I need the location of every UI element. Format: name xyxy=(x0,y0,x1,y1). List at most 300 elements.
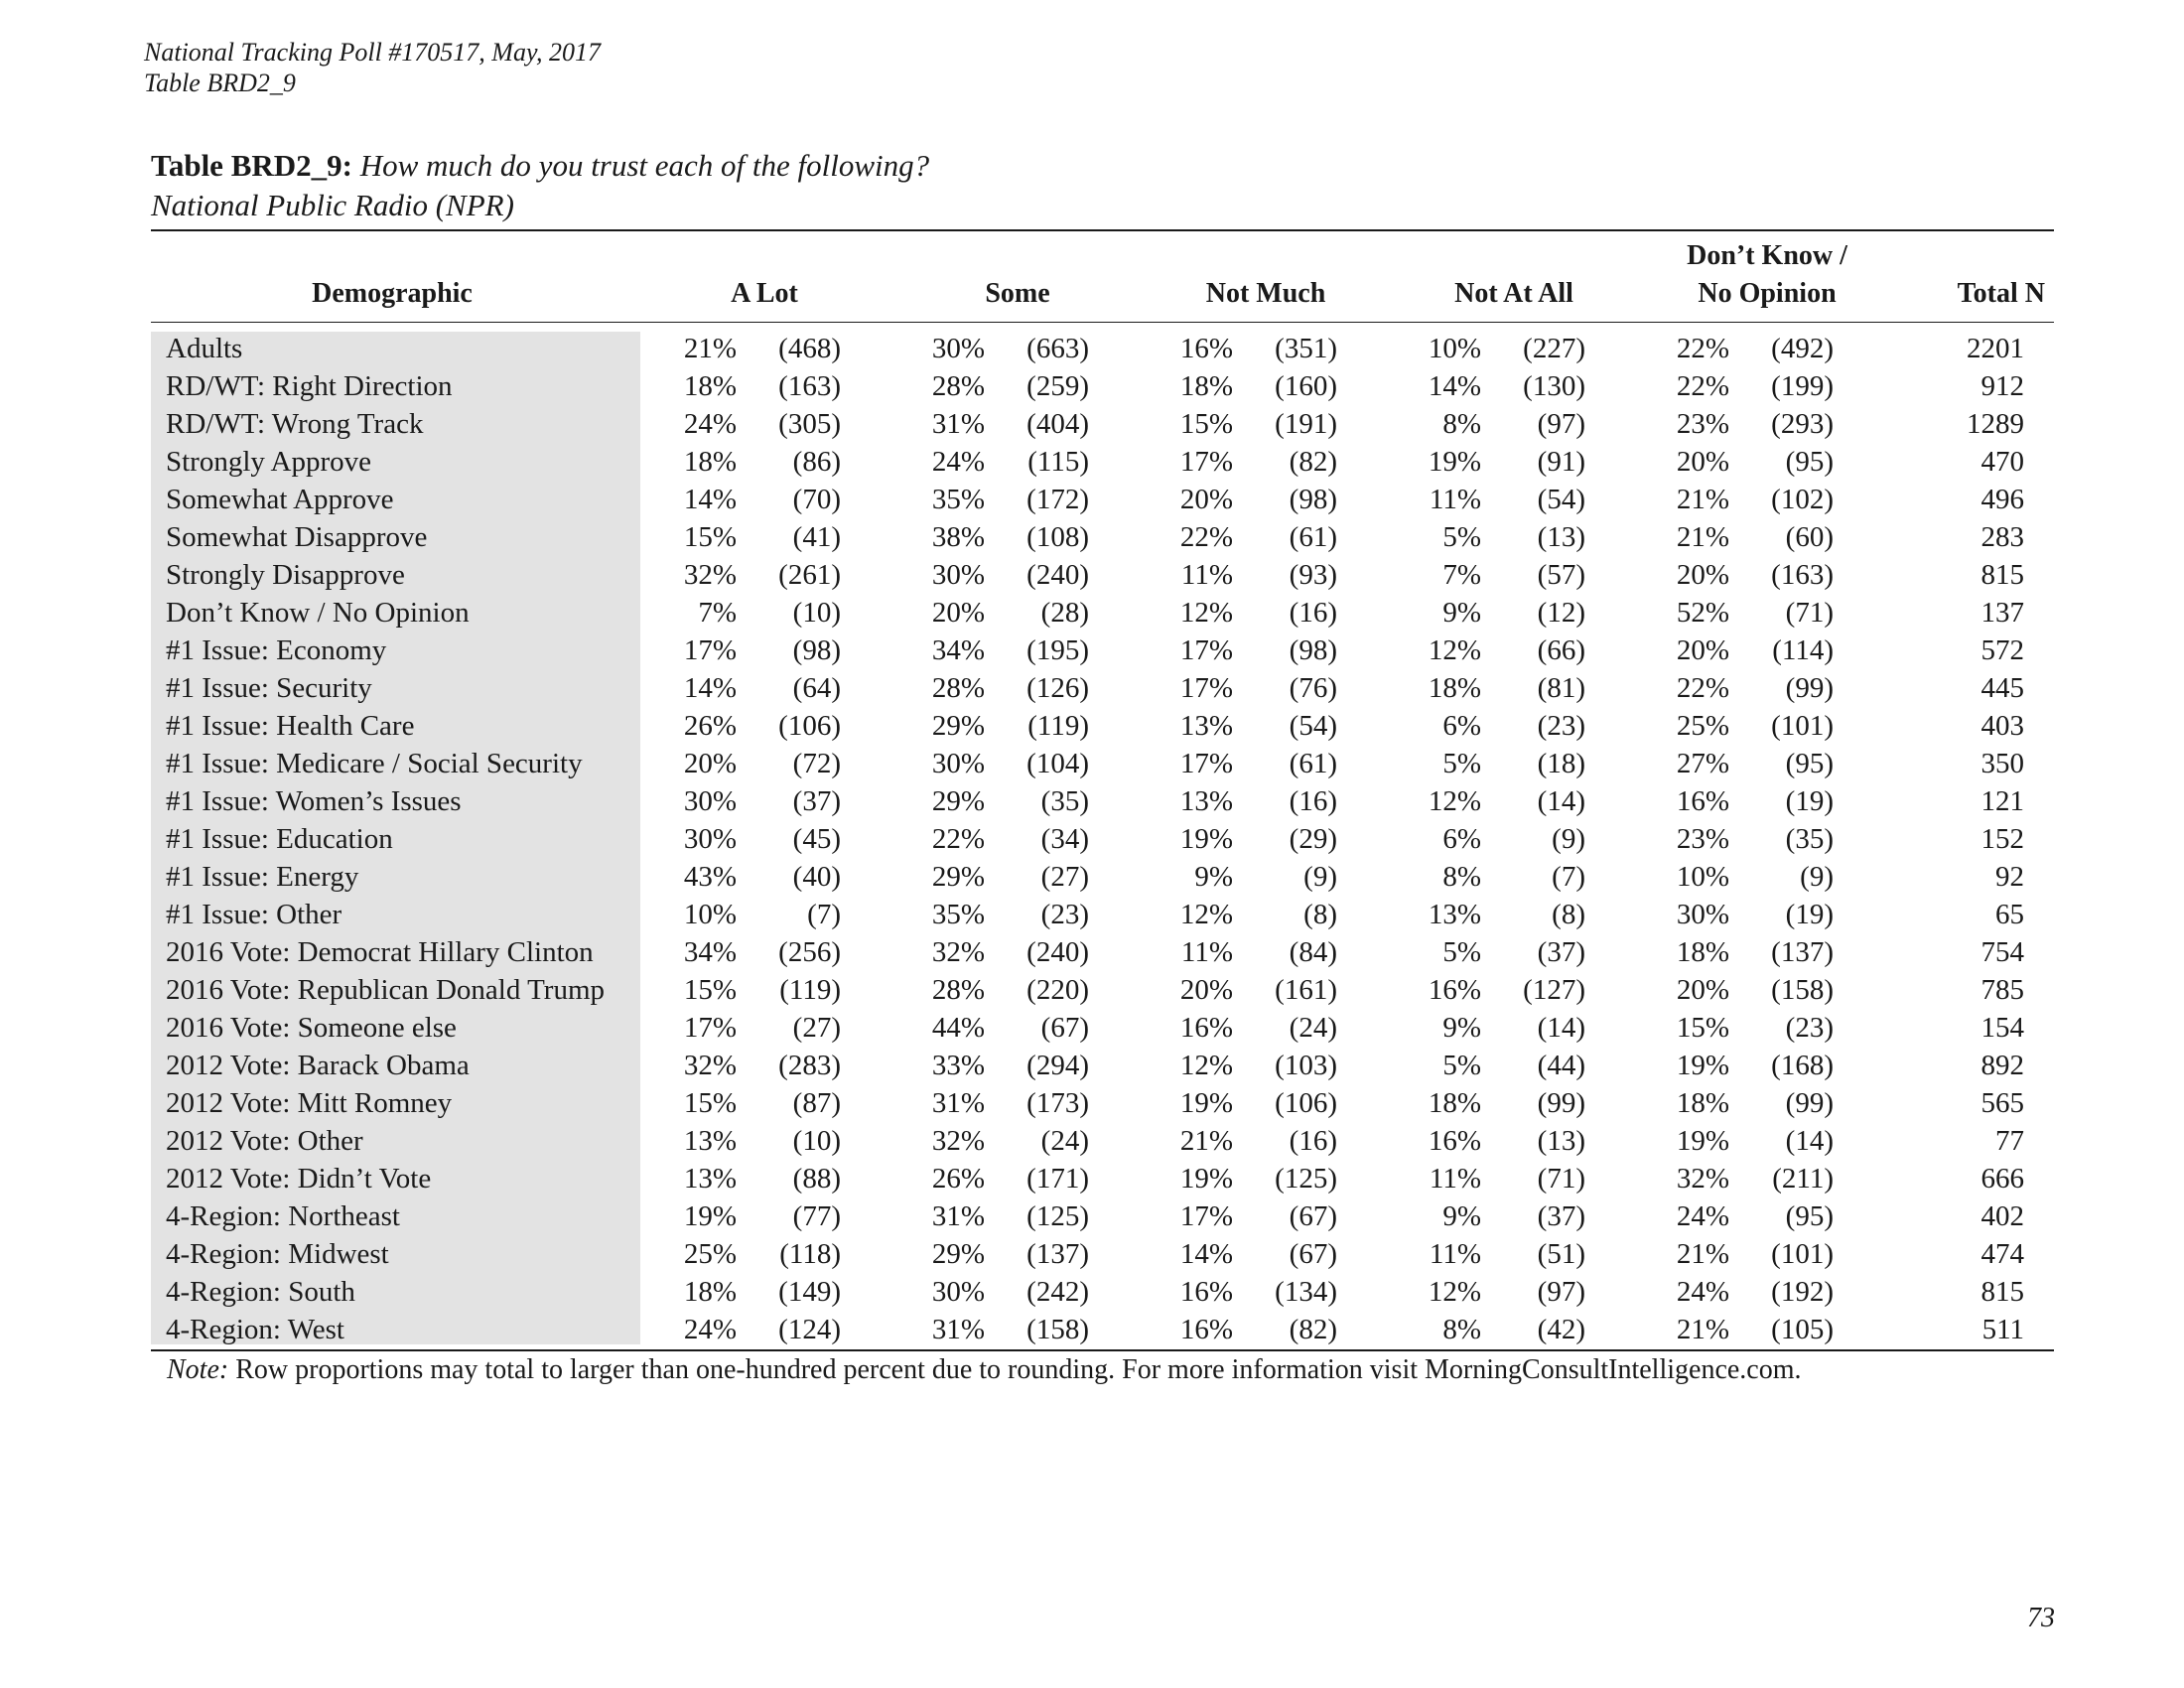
table-row xyxy=(151,518,2054,556)
cell-not-at-all-n: (23) xyxy=(1537,710,1585,742)
cell-not-much-n: (24) xyxy=(1289,1012,1337,1044)
cell-dk-pct: 21% xyxy=(1676,521,1729,553)
cell-not-at-all-pct: 8% xyxy=(1442,861,1481,893)
cell-not-much-n: (54) xyxy=(1289,710,1337,742)
table-row xyxy=(151,858,2054,896)
cell-a-lot-n: (37) xyxy=(792,785,841,817)
cell-a-lot-n: (163) xyxy=(778,370,841,402)
cell-not-much-pct: 16% xyxy=(1179,1012,1233,1044)
cell-some-pct: 29% xyxy=(931,861,985,893)
cell-some-n: (126) xyxy=(1026,672,1089,704)
cell-dk-n: (95) xyxy=(1785,748,1834,779)
cell-a-lot-n: (70) xyxy=(792,484,841,515)
cell-dk-pct: 15% xyxy=(1676,1012,1729,1044)
cell-a-lot-n: (283) xyxy=(778,1050,841,1081)
table-row xyxy=(151,481,2054,518)
table-row xyxy=(151,1311,2054,1348)
row-label: Don’t Know / No Opinion xyxy=(166,597,470,629)
cell-a-lot-pct: 32% xyxy=(683,559,737,591)
cell-dk-n: (211) xyxy=(1772,1163,1834,1195)
cell-not-at-all-pct: 18% xyxy=(1428,672,1481,704)
row-label: 2012 Vote: Other xyxy=(166,1125,363,1157)
cell-dk-pct: 20% xyxy=(1676,446,1729,478)
cell-dk-pct: 20% xyxy=(1676,974,1729,1006)
cell-not-at-all-n: (14) xyxy=(1537,785,1585,817)
cell-some-n: (195) xyxy=(1026,634,1089,666)
cell-not-much-n: (61) xyxy=(1289,748,1337,779)
cell-not-much-n: (161) xyxy=(1275,974,1337,1006)
cell-not-much-n: (29) xyxy=(1289,823,1337,855)
crosstab-table xyxy=(151,330,2054,1348)
cell-some-n: (24) xyxy=(1040,1125,1089,1157)
cell-dk-n: (19) xyxy=(1785,785,1834,817)
cell-a-lot-n: (40) xyxy=(792,861,841,893)
cell-a-lot-pct: 25% xyxy=(683,1238,737,1270)
cell-not-at-all-n: (42) xyxy=(1537,1314,1585,1345)
cell-not-much-n: (160) xyxy=(1275,370,1337,402)
cell-total-n: 283 xyxy=(1980,521,2024,553)
cell-some-pct: 38% xyxy=(931,521,985,553)
cell-not-much-pct: 16% xyxy=(1179,1314,1233,1345)
cell-some-pct: 28% xyxy=(931,974,985,1006)
cell-not-much-n: (84) xyxy=(1289,936,1337,968)
cell-dk-n: (158) xyxy=(1771,974,1834,1006)
cell-not-much-pct: 14% xyxy=(1179,1238,1233,1270)
cell-some-pct: 24% xyxy=(931,446,985,478)
table-row xyxy=(151,1273,2054,1311)
cell-not-much-n: (16) xyxy=(1289,597,1337,629)
cell-total-n: 121 xyxy=(1980,785,2024,817)
cell-dk-n: (492) xyxy=(1771,333,1834,364)
cell-not-much-pct: 13% xyxy=(1179,710,1233,742)
cell-not-much-n: (16) xyxy=(1289,785,1337,817)
cell-dk-pct: 22% xyxy=(1676,370,1729,402)
cell-a-lot-pct: 7% xyxy=(698,597,737,629)
col-header-demographic: Demographic xyxy=(312,278,473,309)
cell-not-at-all-pct: 9% xyxy=(1442,597,1481,629)
cell-not-at-all-pct: 11% xyxy=(1429,1238,1481,1270)
cell-not-at-all-pct: 16% xyxy=(1428,1125,1481,1157)
cell-a-lot-pct: 15% xyxy=(683,974,737,1006)
cell-some-n: (23) xyxy=(1040,899,1089,930)
cell-not-at-all-n: (130) xyxy=(1523,370,1585,402)
row-label: #1 Issue: Energy xyxy=(166,861,359,893)
cell-a-lot-pct: 26% xyxy=(683,710,737,742)
table-row xyxy=(151,367,2054,405)
cell-some-n: (172) xyxy=(1026,484,1089,515)
cell-not-at-all-n: (8) xyxy=(1552,899,1585,930)
cell-not-at-all-n: (81) xyxy=(1537,672,1585,704)
cell-total-n: 137 xyxy=(1980,597,2024,629)
cell-some-n: (35) xyxy=(1040,785,1089,817)
table-row xyxy=(151,669,2054,707)
cell-dk-pct: 22% xyxy=(1676,333,1729,364)
cell-dk-pct: 32% xyxy=(1676,1163,1729,1195)
cell-a-lot-n: (124) xyxy=(778,1314,841,1345)
cell-a-lot-n: (88) xyxy=(792,1163,841,1195)
cell-some-pct: 44% xyxy=(931,1012,985,1044)
cell-a-lot-n: (468) xyxy=(778,333,841,364)
cell-a-lot-pct: 21% xyxy=(683,333,737,364)
cell-dk-n: (14) xyxy=(1785,1125,1834,1157)
cell-dk-pct: 23% xyxy=(1676,823,1729,855)
row-label: Somewhat Approve xyxy=(166,484,394,515)
table-title-label: Table BRD2_9: xyxy=(151,148,352,183)
cell-a-lot-n: (305) xyxy=(778,408,841,440)
cell-not-at-all-n: (71) xyxy=(1537,1163,1585,1195)
cell-not-much-n: (106) xyxy=(1275,1087,1337,1119)
cell-dk-pct: 21% xyxy=(1676,484,1729,515)
cell-some-pct: 30% xyxy=(931,748,985,779)
cell-not-much-pct: 9% xyxy=(1194,861,1233,893)
cell-not-much-n: (134) xyxy=(1275,1276,1337,1308)
cell-total-n: 912 xyxy=(1980,370,2024,402)
cell-total-n: 350 xyxy=(1980,748,2024,779)
cell-a-lot-n: (87) xyxy=(792,1087,841,1119)
cell-not-much-pct: 12% xyxy=(1179,899,1233,930)
cell-dk-pct: 23% xyxy=(1676,408,1729,440)
cell-total-n: 572 xyxy=(1980,634,2024,666)
cell-dk-n: (101) xyxy=(1771,710,1834,742)
cell-not-much-pct: 17% xyxy=(1179,446,1233,478)
cell-total-n: 152 xyxy=(1980,823,2024,855)
cell-dk-n: (23) xyxy=(1785,1012,1834,1044)
cell-total-n: 92 xyxy=(1995,861,2024,893)
cell-some-pct: 32% xyxy=(931,936,985,968)
cell-not-at-all-n: (14) xyxy=(1537,1012,1585,1044)
cell-some-n: (663) xyxy=(1026,333,1089,364)
cell-a-lot-pct: 30% xyxy=(683,823,737,855)
table-row xyxy=(151,745,2054,782)
row-label: Adults xyxy=(166,333,243,364)
cell-dk-n: (60) xyxy=(1785,521,1834,553)
col-header-not-much: Not Much xyxy=(1205,278,1326,309)
cell-dk-pct: 21% xyxy=(1676,1238,1729,1270)
cell-total-n: 402 xyxy=(1980,1200,2024,1232)
table-row xyxy=(151,405,2054,443)
header-rule xyxy=(151,322,2054,323)
cell-not-much-pct: 19% xyxy=(1179,1087,1233,1119)
table-row xyxy=(151,632,2054,669)
table-row xyxy=(151,707,2054,745)
cell-dk-n: (192) xyxy=(1771,1276,1834,1308)
cell-not-at-all-pct: 9% xyxy=(1442,1012,1481,1044)
cell-total-n: 403 xyxy=(1980,710,2024,742)
cell-not-much-pct: 19% xyxy=(1179,1163,1233,1195)
cell-not-much-n: (93) xyxy=(1289,559,1337,591)
cell-not-much-pct: 22% xyxy=(1179,521,1233,553)
cell-not-at-all-n: (37) xyxy=(1537,1200,1585,1232)
cell-not-much-n: (76) xyxy=(1289,672,1337,704)
cell-dk-n: (163) xyxy=(1771,559,1834,591)
row-label: #1 Issue: Other xyxy=(166,899,342,930)
cell-not-much-n: (16) xyxy=(1289,1125,1337,1157)
row-label: 2012 Vote: Didn’t Vote xyxy=(166,1163,432,1195)
cell-not-at-all-n: (66) xyxy=(1537,634,1585,666)
cell-dk-pct: 18% xyxy=(1676,936,1729,968)
row-label: #1 Issue: Health Care xyxy=(166,710,415,742)
cell-some-n: (220) xyxy=(1026,974,1089,1006)
row-label: 4-Region: Northeast xyxy=(166,1200,400,1232)
cell-a-lot-n: (77) xyxy=(792,1200,841,1232)
cell-not-at-all-pct: 14% xyxy=(1428,370,1481,402)
cell-dk-n: (105) xyxy=(1771,1314,1834,1345)
cell-a-lot-n: (261) xyxy=(778,559,841,591)
cell-total-n: 785 xyxy=(1980,974,2024,1006)
cell-some-pct: 33% xyxy=(931,1050,985,1081)
cell-not-much-pct: 16% xyxy=(1179,333,1233,364)
row-label: #1 Issue: Economy xyxy=(166,634,387,666)
cell-total-n: 815 xyxy=(1980,1276,2024,1308)
cell-some-n: (259) xyxy=(1026,370,1089,402)
col-header-not-at-all: Not At All xyxy=(1454,278,1573,309)
cell-dk-pct: 27% xyxy=(1676,748,1729,779)
cell-dk-n: (199) xyxy=(1771,370,1834,402)
page-number: 73 xyxy=(2027,1603,2055,1633)
table-row xyxy=(151,1197,2054,1235)
cell-total-n: 892 xyxy=(1980,1050,2024,1081)
cell-not-much-n: (61) xyxy=(1289,521,1337,553)
cell-not-much-pct: 12% xyxy=(1179,597,1233,629)
col-header-a-lot: A Lot xyxy=(731,278,798,309)
cell-not-at-all-pct: 12% xyxy=(1428,1276,1481,1308)
cell-not-at-all-n: (97) xyxy=(1537,1276,1585,1308)
row-label: #1 Issue: Medicare / Social Security xyxy=(166,748,583,779)
row-label: 4-Region: Midwest xyxy=(166,1238,389,1270)
cell-not-much-n: (67) xyxy=(1289,1238,1337,1270)
cell-not-at-all-n: (51) xyxy=(1537,1238,1585,1270)
cell-total-n: 154 xyxy=(1980,1012,2024,1044)
cell-not-at-all-pct: 6% xyxy=(1442,710,1481,742)
table-row xyxy=(151,443,2054,481)
cell-not-much-pct: 21% xyxy=(1179,1125,1233,1157)
cell-not-at-all-n: (99) xyxy=(1537,1087,1585,1119)
cell-dk-pct: 10% xyxy=(1676,861,1729,893)
cell-not-much-pct: 20% xyxy=(1179,484,1233,515)
cell-not-at-all-n: (54) xyxy=(1537,484,1585,515)
cell-not-much-pct: 12% xyxy=(1179,1050,1233,1081)
cell-a-lot-n: (119) xyxy=(779,974,841,1006)
cell-dk-pct: 25% xyxy=(1676,710,1729,742)
cell-a-lot-pct: 13% xyxy=(683,1125,737,1157)
cell-not-at-all-n: (97) xyxy=(1537,408,1585,440)
cell-some-n: (115) xyxy=(1027,446,1089,478)
row-label: Somewhat Disapprove xyxy=(166,521,428,553)
cell-not-much-pct: 11% xyxy=(1180,936,1233,968)
cell-dk-n: (99) xyxy=(1785,672,1834,704)
cell-not-at-all-n: (13) xyxy=(1537,521,1585,553)
cell-dk-n: (95) xyxy=(1785,1200,1834,1232)
top-rule xyxy=(151,229,2054,231)
cell-some-pct: 29% xyxy=(931,785,985,817)
cell-total-n: 511 xyxy=(1981,1314,2024,1345)
cell-dk-pct: 18% xyxy=(1676,1087,1729,1119)
cell-dk-pct: 19% xyxy=(1676,1125,1729,1157)
cell-a-lot-pct: 18% xyxy=(683,446,737,478)
cell-dk-n: (101) xyxy=(1771,1238,1834,1270)
cell-dk-n: (168) xyxy=(1771,1050,1834,1081)
row-label: #1 Issue: Women’s Issues xyxy=(166,785,462,817)
cell-some-pct: 28% xyxy=(931,370,985,402)
table-row xyxy=(151,1160,2054,1197)
cell-a-lot-n: (118) xyxy=(779,1238,841,1270)
cell-not-at-all-pct: 8% xyxy=(1442,408,1481,440)
cell-some-n: (404) xyxy=(1026,408,1089,440)
cell-dk-pct: 22% xyxy=(1676,672,1729,704)
cell-some-pct: 26% xyxy=(931,1163,985,1195)
cell-some-pct: 35% xyxy=(931,484,985,515)
table-row xyxy=(151,1235,2054,1273)
cell-a-lot-n: (10) xyxy=(792,597,841,629)
cell-some-pct: 22% xyxy=(931,823,985,855)
cell-a-lot-n: (10) xyxy=(792,1125,841,1157)
cell-some-pct: 32% xyxy=(931,1125,985,1157)
table-note xyxy=(167,1350,1802,1390)
cell-dk-n: (137) xyxy=(1771,936,1834,968)
cell-some-pct: 34% xyxy=(931,634,985,666)
cell-total-n: 2201 xyxy=(1967,333,2024,364)
cell-not-at-all-pct: 6% xyxy=(1442,823,1481,855)
cell-not-at-all-n: (18) xyxy=(1537,748,1585,779)
cell-not-at-all-n: (9) xyxy=(1552,823,1585,855)
cell-a-lot-n: (149) xyxy=(778,1276,841,1308)
cell-not-at-all-pct: 8% xyxy=(1442,1314,1481,1345)
cell-not-at-all-pct: 12% xyxy=(1428,634,1481,666)
cell-a-lot-n: (86) xyxy=(792,446,841,478)
cell-not-at-all-pct: 12% xyxy=(1428,785,1481,817)
cell-some-pct: 20% xyxy=(931,597,985,629)
table-row xyxy=(151,782,2054,820)
cell-total-n: 77 xyxy=(1995,1125,2024,1157)
row-label: #1 Issue: Education xyxy=(166,823,393,855)
cell-some-n: (294) xyxy=(1026,1050,1089,1081)
cell-not-at-all-n: (12) xyxy=(1537,597,1585,629)
cell-a-lot-pct: 13% xyxy=(683,1163,737,1195)
cell-dk-n: (95) xyxy=(1785,446,1834,478)
cell-some-pct: 29% xyxy=(931,1238,985,1270)
row-label: 4-Region: South xyxy=(166,1276,355,1308)
cell-not-at-all-n: (37) xyxy=(1537,936,1585,968)
table-title-question: How much do you trust each of the following? xyxy=(359,148,930,183)
cell-not-at-all-pct: 11% xyxy=(1429,1163,1481,1195)
cell-a-lot-pct: 18% xyxy=(683,370,737,402)
row-label: 2012 Vote: Barack Obama xyxy=(166,1050,470,1081)
cell-not-at-all-pct: 9% xyxy=(1442,1200,1481,1232)
table-row xyxy=(151,556,2054,594)
cell-not-much-pct: 11% xyxy=(1180,559,1233,591)
cell-some-n: (28) xyxy=(1040,597,1089,629)
table-row xyxy=(151,1084,2054,1122)
cell-not-at-all-pct: 5% xyxy=(1442,1050,1481,1081)
cell-a-lot-n: (64) xyxy=(792,672,841,704)
cell-some-pct: 31% xyxy=(931,1087,985,1119)
cell-dk-pct: 52% xyxy=(1676,597,1729,629)
cell-not-much-n: (8) xyxy=(1303,899,1337,930)
cell-not-at-all-pct: 5% xyxy=(1442,936,1481,968)
cell-some-n: (104) xyxy=(1026,748,1089,779)
cell-some-n: (240) xyxy=(1026,936,1089,968)
cell-not-much-n: (98) xyxy=(1289,634,1337,666)
row-label: #1 Issue: Security xyxy=(166,672,372,704)
cell-some-n: (173) xyxy=(1026,1087,1089,1119)
poll-header: National Tracking Poll #170517, May, 2017 xyxy=(144,38,602,67)
cell-a-lot-pct: 24% xyxy=(683,1314,737,1345)
table-row xyxy=(151,594,2054,632)
cell-total-n: 65 xyxy=(1995,899,2024,930)
cell-not-at-all-pct: 13% xyxy=(1428,899,1481,930)
cell-a-lot-pct: 43% xyxy=(683,861,737,893)
cell-some-pct: 30% xyxy=(931,333,985,364)
cell-not-at-all-n: (7) xyxy=(1552,861,1585,893)
cell-not-much-n: (103) xyxy=(1275,1050,1337,1081)
cell-total-n: 474 xyxy=(1980,1238,2024,1270)
cell-a-lot-n: (41) xyxy=(792,521,841,553)
cell-not-much-n: (67) xyxy=(1289,1200,1337,1232)
cell-some-n: (137) xyxy=(1026,1238,1089,1270)
cell-dk-n: (102) xyxy=(1771,484,1834,515)
cell-not-at-all-pct: 5% xyxy=(1442,748,1481,779)
table-row xyxy=(151,896,2054,933)
col-header-some: Some xyxy=(985,278,1050,309)
cell-not-at-all-pct: 7% xyxy=(1442,559,1481,591)
cell-not-much-pct: 17% xyxy=(1179,748,1233,779)
cell-a-lot-pct: 32% xyxy=(683,1050,737,1081)
note-text: Row proportions may total to larger than one-hundred percent due to rounding. For more information visit MorningConsultIntelligence.com. xyxy=(235,1354,1802,1385)
cell-some-pct: 30% xyxy=(931,559,985,591)
cell-dk-n: (35) xyxy=(1785,823,1834,855)
cell-dk-n: (293) xyxy=(1771,408,1834,440)
cell-some-pct: 31% xyxy=(931,1200,985,1232)
cell-dk-n: (99) xyxy=(1785,1087,1834,1119)
cell-a-lot-pct: 19% xyxy=(683,1200,737,1232)
cell-not-much-n: (125) xyxy=(1275,1163,1337,1195)
cell-some-n: (242) xyxy=(1026,1276,1089,1308)
cell-some-pct: 30% xyxy=(931,1276,985,1308)
cell-not-much-n: (82) xyxy=(1289,446,1337,478)
cell-total-n: 565 xyxy=(1980,1087,2024,1119)
cell-dk-pct: 24% xyxy=(1676,1276,1729,1308)
cell-a-lot-n: (45) xyxy=(792,823,841,855)
cell-not-much-pct: 15% xyxy=(1179,408,1233,440)
cell-not-much-pct: 20% xyxy=(1179,974,1233,1006)
cell-total-n: 496 xyxy=(1980,484,2024,515)
cell-a-lot-pct: 10% xyxy=(683,899,737,930)
cell-not-at-all-n: (57) xyxy=(1537,559,1585,591)
cell-a-lot-pct: 17% xyxy=(683,1012,737,1044)
cell-some-pct: 31% xyxy=(931,1314,985,1345)
row-label: 2012 Vote: Mitt Romney xyxy=(166,1087,453,1119)
cell-some-n: (67) xyxy=(1040,1012,1089,1044)
cell-some-pct: 31% xyxy=(931,408,985,440)
cell-a-lot-pct: 34% xyxy=(683,936,737,968)
cell-some-n: (158) xyxy=(1026,1314,1089,1345)
cell-not-much-pct: 13% xyxy=(1179,785,1233,817)
row-label: 4-Region: West xyxy=(166,1314,344,1345)
cell-not-much-n: (351) xyxy=(1275,333,1337,364)
col-header-total: Total N xyxy=(1957,278,2045,309)
cell-not-at-all-pct: 11% xyxy=(1429,484,1481,515)
cell-not-at-all-pct: 19% xyxy=(1428,446,1481,478)
cell-not-much-pct: 18% xyxy=(1179,370,1233,402)
cell-dk-pct: 20% xyxy=(1676,559,1729,591)
table-row xyxy=(151,330,2054,367)
cell-a-lot-pct: 24% xyxy=(683,408,737,440)
cell-not-much-pct: 17% xyxy=(1179,1200,1233,1232)
col-header-dk-line2: No Opinion xyxy=(1698,278,1837,309)
cell-some-n: (240) xyxy=(1026,559,1089,591)
cell-not-much-n: (98) xyxy=(1289,484,1337,515)
cell-not-much-n: (9) xyxy=(1303,861,1337,893)
